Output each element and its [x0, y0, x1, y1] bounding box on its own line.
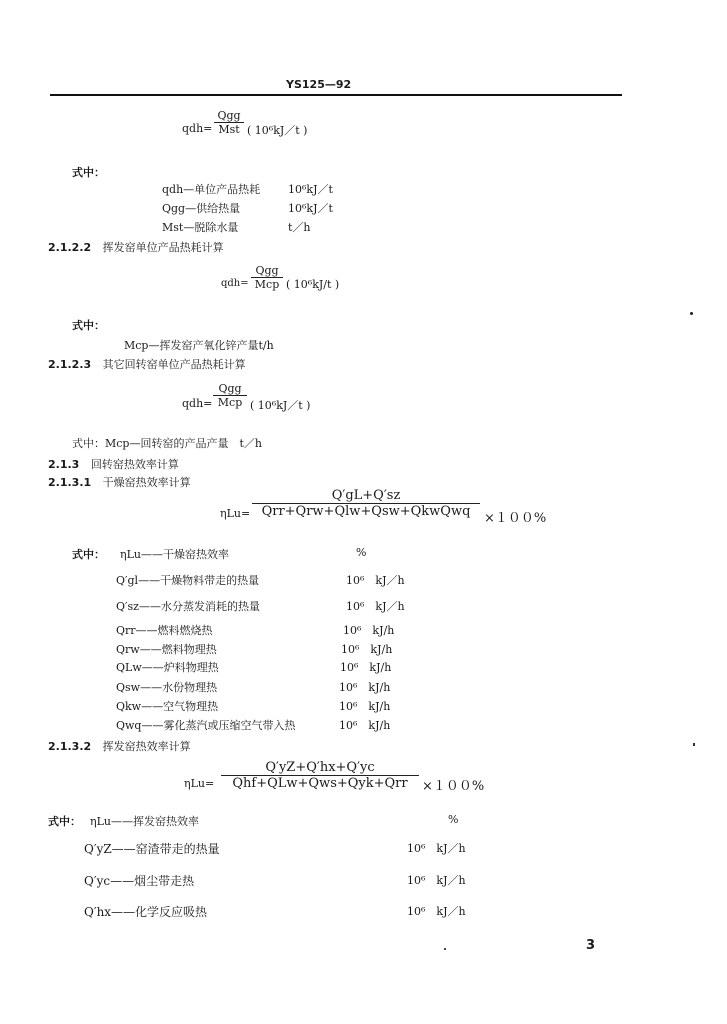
- definition-unit: 10⁶ kJ／h: [407, 874, 466, 887]
- denominator: Mcp: [254, 278, 280, 291]
- denominator: Qrr+Qrw+Qlw+Qsw+QkwQwq: [261, 504, 471, 519]
- definition-term: Q′hx——化学反应吸热: [84, 905, 208, 919]
- section-2-1-3-2: [48, 738, 191, 754]
- numerator: Qgg: [218, 382, 242, 395]
- header-rule: [50, 94, 622, 96]
- formula-fraction: [213, 382, 247, 409]
- page-number: 3: [586, 938, 596, 953]
- formula-fraction: [221, 760, 419, 791]
- definition-unit: 10⁶ kJ/h: [340, 661, 392, 674]
- section-number: 2.1.3.1: [48, 476, 92, 489]
- where-mcp-definition: 式中：Mcp—回转窑的产品产量 t／h: [72, 437, 262, 450]
- definition-unit: 10⁶ kJ/h: [343, 624, 395, 637]
- definition-term: QLw——炉料物理热: [116, 661, 219, 674]
- section-title: 其它回转窑单位产品热耗计算: [102, 358, 246, 371]
- definition-unit: 10⁶ kJ/h: [339, 700, 391, 713]
- definition-unit: 10⁶ kJ/h: [341, 643, 393, 656]
- formula-unit: ( 10⁶kJ/t ): [286, 278, 340, 291]
- numerator: Q′gL+Q′sz: [331, 488, 401, 503]
- definition-unit: 10⁶ kJ／h: [346, 574, 405, 587]
- definition-term: Q′yZ——窑渣带走的热量: [84, 842, 220, 856]
- definition-unit: %: [356, 546, 367, 559]
- definition-unit: t／h: [288, 221, 311, 234]
- definition-term: Mst—脱除水量: [162, 221, 239, 234]
- formula-unit: ( 10⁶kJ／t ): [250, 399, 311, 412]
- where-label: 式中：: [72, 319, 105, 332]
- formula-lhs: qdh=: [182, 397, 213, 410]
- definition-term: Qgg—供给热量: [162, 202, 241, 215]
- definition-term: Q′sz——水分蒸发消耗的热量: [116, 600, 260, 613]
- definition-term: ηLu——干燥窑热效率: [120, 548, 229, 561]
- where-label: 式中：: [72, 548, 105, 561]
- scan-speck: [693, 743, 695, 746]
- scan-speck: [690, 312, 693, 315]
- definition-term: Qrw——燃料物理热: [116, 643, 217, 656]
- numerator: Qgg: [255, 264, 279, 277]
- formula-unit: ( 10⁶kJ／t ): [247, 124, 308, 137]
- scan-speck: [444, 948, 446, 950]
- formula-fraction: [251, 264, 283, 291]
- section-title: 挥发窑热效率计算: [102, 740, 191, 753]
- definition-term: Qsw——水份物理热: [116, 681, 218, 694]
- denominator: Qhf+QLw+Qws+Qyk+Qrr: [232, 776, 408, 791]
- definition-term: qdh—单位产品热耗: [162, 183, 261, 196]
- formula-fraction: [252, 488, 480, 519]
- definition-term: ηLu——挥发窑热效率: [90, 815, 199, 828]
- section-number: 2.1.3.2: [48, 740, 92, 753]
- section-title: 干燥窑热效率计算: [102, 476, 191, 489]
- definition-unit: 10⁶ kJ/h: [339, 681, 391, 694]
- section-2-1-2-2: [48, 239, 224, 255]
- definition-unit: %: [448, 813, 459, 826]
- formula-lhs: qdh=: [182, 122, 213, 135]
- numerator: Qgg: [217, 109, 241, 122]
- formula-unit: ×１００%: [484, 511, 547, 526]
- definition-unit: 10⁶ kJ／h: [407, 842, 466, 855]
- formula-fraction: [214, 109, 244, 136]
- definition-unit: 10⁶ kJ／h: [346, 600, 405, 613]
- definition-term: Qwq——雾化蒸汽或压缩空气带入热: [116, 719, 296, 732]
- section-number: 2.1.2.2: [48, 241, 92, 254]
- section-2-1-2-3: [48, 356, 246, 372]
- definition-term: Qkw——空气物理热: [116, 700, 219, 713]
- where-label: 式中：: [48, 815, 81, 828]
- section-title: 挥发窑单位产品热耗计算: [102, 241, 224, 254]
- section-number: 2.1.3: [48, 458, 80, 471]
- denominator: Mst: [218, 123, 240, 136]
- formula-lhs: ηLu=: [184, 777, 215, 790]
- document-code: YS125—92: [286, 78, 352, 91]
- formula-lhs: ηLu=: [220, 507, 251, 520]
- definition-unit: 10⁶ kJ／h: [407, 905, 466, 918]
- definition-unit: 10⁶ kJ/h: [339, 719, 391, 732]
- formula-lhs: qdh=: [221, 278, 249, 289]
- numerator: Q′yZ+Q′hx+Q′yc: [265, 760, 375, 775]
- section-number: 2.1.2.3: [48, 358, 92, 371]
- section-2-1-3-1: [48, 474, 191, 490]
- denominator: Mcp: [217, 396, 243, 409]
- definition-unit: 10⁶kJ／t: [288, 183, 333, 196]
- definition-term: Qrr——燃料燃烧热: [116, 624, 213, 637]
- definition-unit: 10⁶kJ／t: [288, 202, 333, 215]
- definition-term: Q′yc——烟尘带走热: [84, 874, 195, 888]
- section-title: 回转窑热效率计算: [90, 458, 179, 471]
- definition-mcp: Mcp—挥发窑产氧化锌产量t/h: [124, 339, 274, 352]
- formula-unit: ×１００%: [422, 779, 485, 794]
- definition-term: Q′gl——干燥物料带走的热量: [116, 574, 260, 587]
- where-label: 式中：: [72, 166, 105, 179]
- section-2-1-3: [48, 456, 179, 472]
